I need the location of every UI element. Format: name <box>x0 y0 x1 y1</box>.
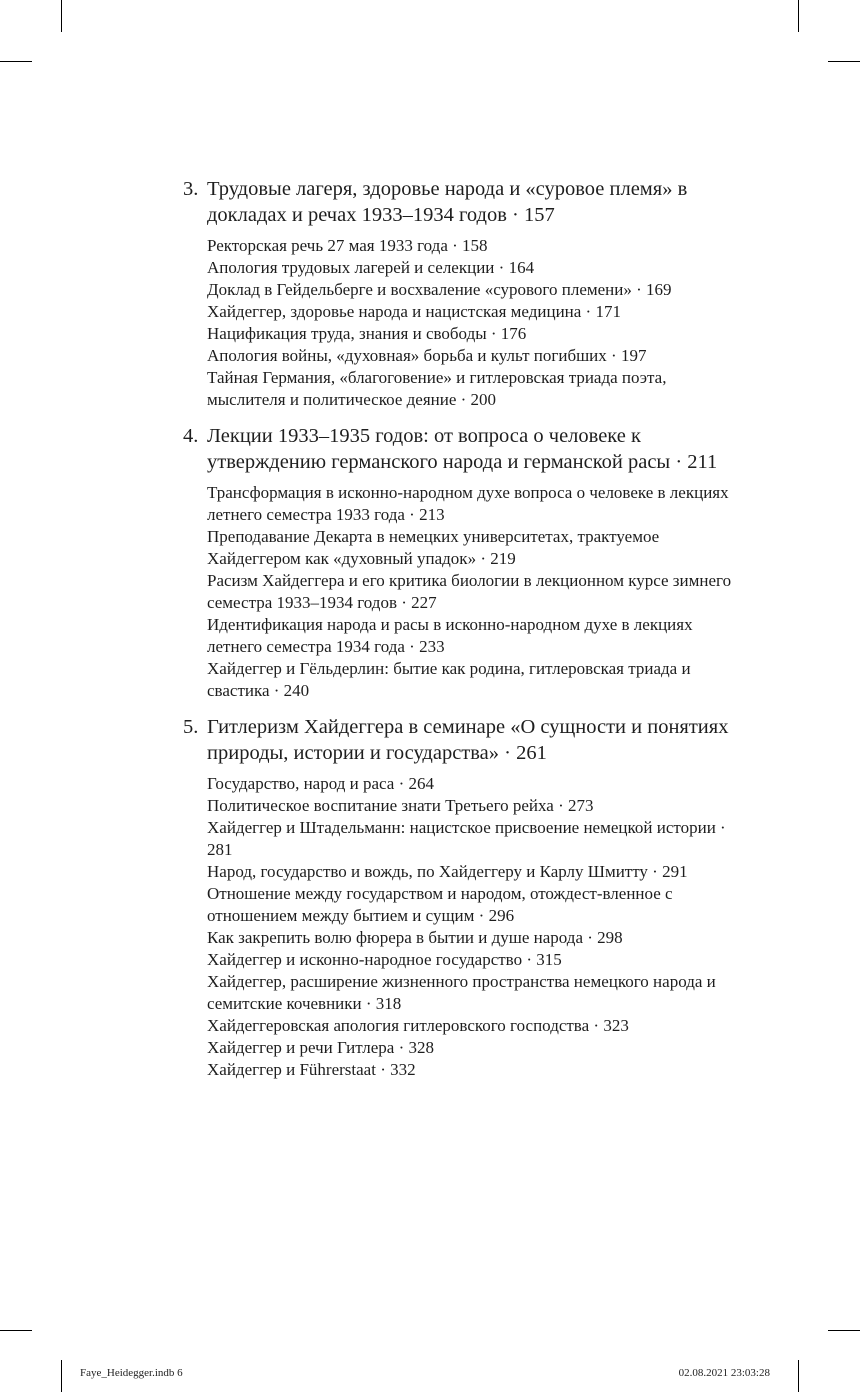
section-entry: Тайная Германия, «благоговение» и гитлеровская триада поэта, мыслителя и политическое деяние · 200 <box>207 368 667 409</box>
chapter-heading <box>183 176 743 228</box>
section-entry: Хайдеггер и Гёльдерлин: бытие как родина, гитлеровская триада и свастика · 240 <box>207 659 691 700</box>
table-of-contents <box>183 176 743 1093</box>
chapter-number: 5. <box>183 716 199 738</box>
chapter-number: 4. <box>183 425 199 447</box>
chapter-number: 3. <box>183 178 199 200</box>
section-entry: Хайдеггер, здоровье народа и нацистская медицина · 171 <box>207 302 621 321</box>
chapter-5 <box>183 714 743 1081</box>
section-entry: Преподавание Декарта в немецких университетах, трактуемое Хайдеггером как «духовный упадок» · 219 <box>207 527 660 568</box>
chapter-heading <box>183 714 743 766</box>
section-entry: Хайдеггер, расширение жизненного пространства немецкого народа и семитские кочевники · 318 <box>207 972 716 1013</box>
section-entry: Хайдеггер и Führerstaat · 332 <box>207 1060 416 1079</box>
section-entry: Хайдеггер и Штадельманн: нацистское присвоение немецкой истории · 281 <box>207 818 726 859</box>
section-entry: Отношение между государством и народом, отождест-вленное с отношением между бытием и сущим · 296 <box>207 884 673 925</box>
chapter-title: Лекции 1933–1935 годов: от вопроса о человеке к утверждению германского народа и германской расы · 211 <box>207 425 718 473</box>
crop-mark-left-top <box>0 61 32 62</box>
chapter-title: Гитлеризм Хайдеггера в семинаре «О сущности и понятиях природы, истории и государства» · 261 <box>207 716 729 764</box>
section-entry: Нацификация труда, знания и свободы · 176 <box>207 324 527 343</box>
slug-timestamp: 02.08.2021 23:03:28 <box>678 1367 770 1379</box>
section-entry: Ректорская речь 27 мая 1933 года · 158 <box>207 236 488 255</box>
section-list <box>207 773 743 1081</box>
section-entry: Хайдеггеровская апология гитлеровского господства · 323 <box>207 1016 629 1035</box>
section-entry: Народ, государство и вождь, по Хайдеггеру и Карлу Шмитту · 291 <box>207 862 688 881</box>
section-entry: Расизм Хайдеггера и его критика биологии в лекционном курсе зимнего семестра 1933–1934 годов · 227 <box>207 571 732 612</box>
chapter-heading <box>183 423 743 475</box>
crop-mark-bottom-right <box>798 1360 799 1392</box>
chapter-title: Трудовые лагеря, здоровье народа и «суровое племя» в докладах и речах 1933–1934 годов · 157 <box>207 178 688 226</box>
chapter-3 <box>183 176 743 411</box>
chapter-4 <box>183 423 743 702</box>
section-list <box>207 235 743 411</box>
section-entry: Идентификация народа и расы в исконно-народном духе в лекциях летнего семестра 1934 года · 233 <box>207 615 693 656</box>
section-entry: Апология войны, «духовная» борьба и культ погибших · 197 <box>207 346 647 365</box>
section-entry: Политическое воспитание знати Третьего рейха · 273 <box>207 796 594 815</box>
crop-mark-top-left <box>61 0 62 32</box>
section-entry: Хайдеггер и исконно-народное государство · 315 <box>207 950 562 969</box>
section-entry: Апология трудовых лагерей и селекции · 164 <box>207 258 535 277</box>
section-entry: Государство, народ и раса · 264 <box>207 774 434 793</box>
section-list <box>207 482 743 702</box>
crop-mark-left-bottom <box>0 1330 32 1331</box>
section-entry: Доклад в Гейдельберге и восхваление «сурового племени» · 169 <box>207 280 672 299</box>
crop-mark-bottom-left <box>61 1360 62 1392</box>
crop-mark-right-bottom <box>828 1330 860 1331</box>
slug-filename: Faye_Heidegger.indb 6 <box>80 1367 183 1379</box>
section-entry: Трансформация в исконно-народном духе вопроса о человеке в лекциях летнего семестра 1933 года · 213 <box>207 483 729 524</box>
crop-mark-top-right <box>798 0 799 32</box>
section-entry: Как закрепить волю фюрера в бытии и душе народа · 298 <box>207 928 623 947</box>
crop-mark-right-top <box>828 61 860 62</box>
section-entry: Хайдеггер и речи Гитлера · 328 <box>207 1038 435 1057</box>
